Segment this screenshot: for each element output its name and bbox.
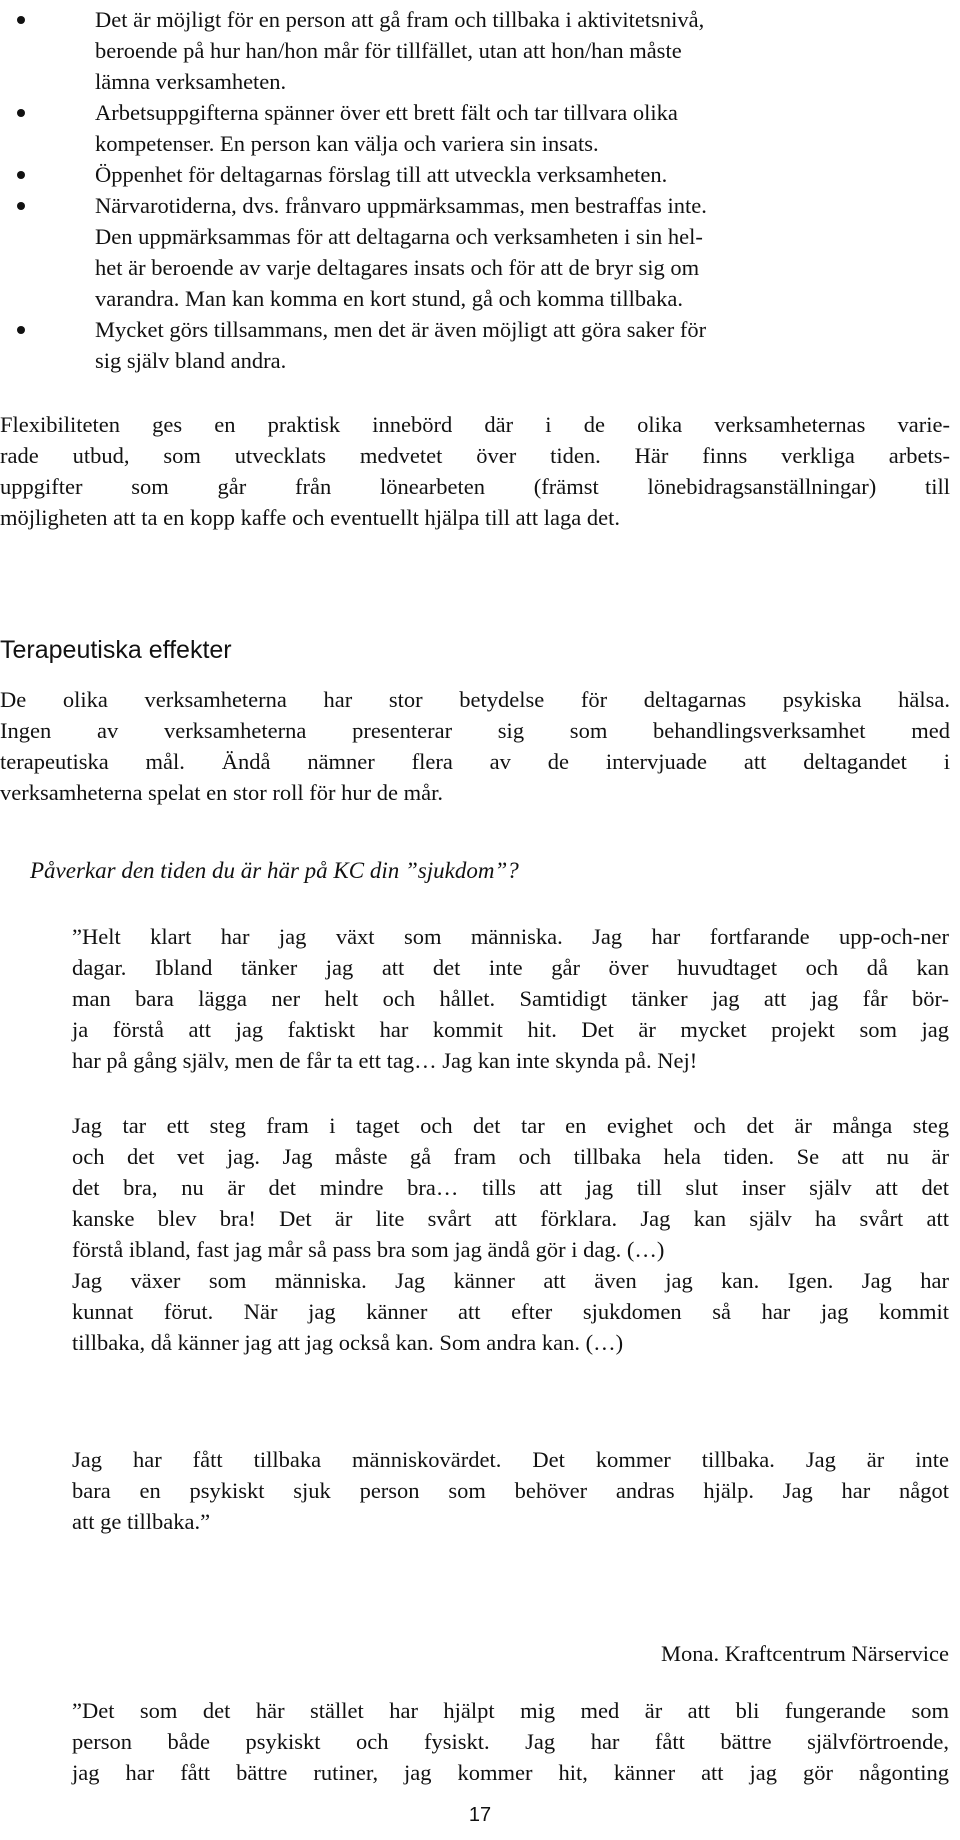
text-line: Det är möjligt för en person att gå fram och tillbaka i aktivitetsnivå,: [95, 7, 705, 32]
bullet-dot-icon: [17, 202, 25, 210]
interview-question: Påverkar den tiden du är här på KC din ”sjukdom”?: [30, 858, 519, 883]
quote-signature: Mona. Kraftcentrum Närservice: [661, 1641, 949, 1666]
bullet-item-2: [14, 97, 960, 159]
quote-block-3: [72, 1444, 949, 1537]
text-line: verksamheterna spelat en stor roll för hur de mår.: [0, 780, 443, 805]
text-line: Mycket görs tillsammans, men det är även möjligt att göra saker för: [95, 317, 707, 342]
text-line: kunnat förut. När jag känner att efter sjukdomen så har jag kommit: [72, 1299, 949, 1324]
text-line: man bara lägga ner helt och hållet. Samtidigt tänker jag att jag får bör-: [72, 986, 949, 1011]
text-line: dagar. Ibland tänker jag att det inte går över huvudtaget och då kan: [72, 955, 949, 980]
text-line: varandra. Man kan komma en kort stund, gå och komma tillbaka.: [95, 286, 683, 311]
text-line: Ingen av verksamheterna presenterar sig som behandlingsverksamhet med: [0, 718, 950, 743]
text-line: det bra, nu är det mindre bra… tills att jag till slut inser själv att det: [72, 1175, 949, 1200]
bullet-dot-icon: [17, 171, 25, 179]
quote-block-1: [72, 921, 949, 1076]
text-line: Jag har fått tillbaka människovärdet. Det kommer tillbaka. Jag är inte: [72, 1447, 949, 1472]
text-line: och det vet jag. Jag måste gå fram och tillbaka hela tiden. Se att nu är: [72, 1144, 949, 1169]
text-line: Öppenhet för deltagarnas förslag till att utveckla verksamheten.: [95, 162, 668, 187]
bullet-item-5: [14, 314, 960, 376]
quote-block-2: [72, 1110, 949, 1358]
text-line: ”Helt klart har jag växt som människa. Jag har fortfarande upp-och-ner: [72, 924, 949, 949]
text-line: Arbetsuppgifterna spänner över ett brett fält och tar tillvara olika: [95, 100, 678, 125]
text-line: uppgifter som går från lönearbeten (främst lönebidragsanställningar) till: [0, 474, 950, 499]
section-heading: Terapeutiska effekter: [0, 636, 232, 664]
bullet-dot-icon: [17, 16, 25, 24]
text-line: lämna verksamheten.: [95, 69, 287, 94]
text-line: beroende på hur han/hon mår för tillfället, utan att hon/han måste: [95, 38, 682, 63]
text-line: kanske blev bra! Det är lite svårt att förklara. Jag kan själv ha svårt att: [72, 1206, 949, 1231]
bullet-item-3: [14, 159, 960, 190]
text-line: möjligheten att ta en kopp kaffe och eventuellt hjälpa till att laga det.: [0, 505, 621, 530]
bullet-dot-icon: [17, 109, 25, 117]
text-line: het är beroende av varje deltagares insats och för att de bryr sig om: [95, 255, 700, 280]
text-line: ja förstå att jag faktiskt har kommit hit. Det är mycket projekt som jag: [72, 1017, 949, 1042]
text-line: Den uppmärksammas för att deltagarna och verksamheten i sin hel-: [95, 224, 703, 249]
text-line: jag har fått bättre rutiner, jag kommer hit, känner att jag gör någonting: [72, 1760, 949, 1785]
flexibility-paragraph: [0, 409, 950, 533]
bullet-dot-icon: [17, 326, 25, 334]
text-line: terapeutiska mål. Ändå nämner flera av de intervjuade att deltagandet i: [0, 749, 950, 774]
text-line: Jag växer som människa. Jag känner att även jag kan. Igen. Jag har: [72, 1268, 949, 1293]
text-line: person både psykiskt och fysiskt. Jag har fått bättre självförtroende,: [72, 1729, 949, 1754]
text-line: Jag tar ett steg fram i taget och det tar en evighet och det är många steg: [72, 1113, 949, 1138]
bullet-list: [14, 4, 960, 376]
text-line: De olika verksamheterna har stor betydelse för deltagarnas psykiska hälsa.: [0, 687, 950, 712]
section-paragraph: [0, 684, 950, 808]
text-line: rade utbud, som utvecklats medvetet över tiden. Här finns verkliga arbets-: [0, 443, 950, 468]
text-line: Närvarotiderna, dvs. frånvaro uppmärksammas, men bestraffas inte.: [95, 193, 707, 218]
text-line: sig själv bland andra.: [95, 348, 287, 373]
text-line: bara en psykiskt sjuk person som behöver andras hjälp. Jag har något: [72, 1478, 949, 1503]
text-line: att ge tillbaka.”: [72, 1509, 211, 1534]
bullet-item-1: [14, 4, 960, 97]
text-line: har på gång själv, men de får ta ett tag… Jag kan inte skynda på. Nej!: [72, 1048, 698, 1073]
text-line: tillbaka, då känner jag att jag också kan. Som andra kan. (…): [72, 1330, 624, 1355]
text-line: kompetenser. En person kan välja och variera sin insats.: [95, 131, 599, 156]
bullet-item-4: [14, 190, 960, 314]
text-line: förstå ibland, fast jag mår så pass bra som jag ändå gör i dag. (…): [72, 1237, 665, 1262]
page-number: 17: [468, 1804, 492, 1826]
text-line: Flexibiliteten ges en praktisk innebörd där i de olika verksamheternas varie-: [0, 412, 950, 437]
text-line: ”Det som det här stället har hjälpt mig med är att bli fungerande som: [72, 1698, 949, 1723]
quote-block-4: [72, 1695, 949, 1788]
